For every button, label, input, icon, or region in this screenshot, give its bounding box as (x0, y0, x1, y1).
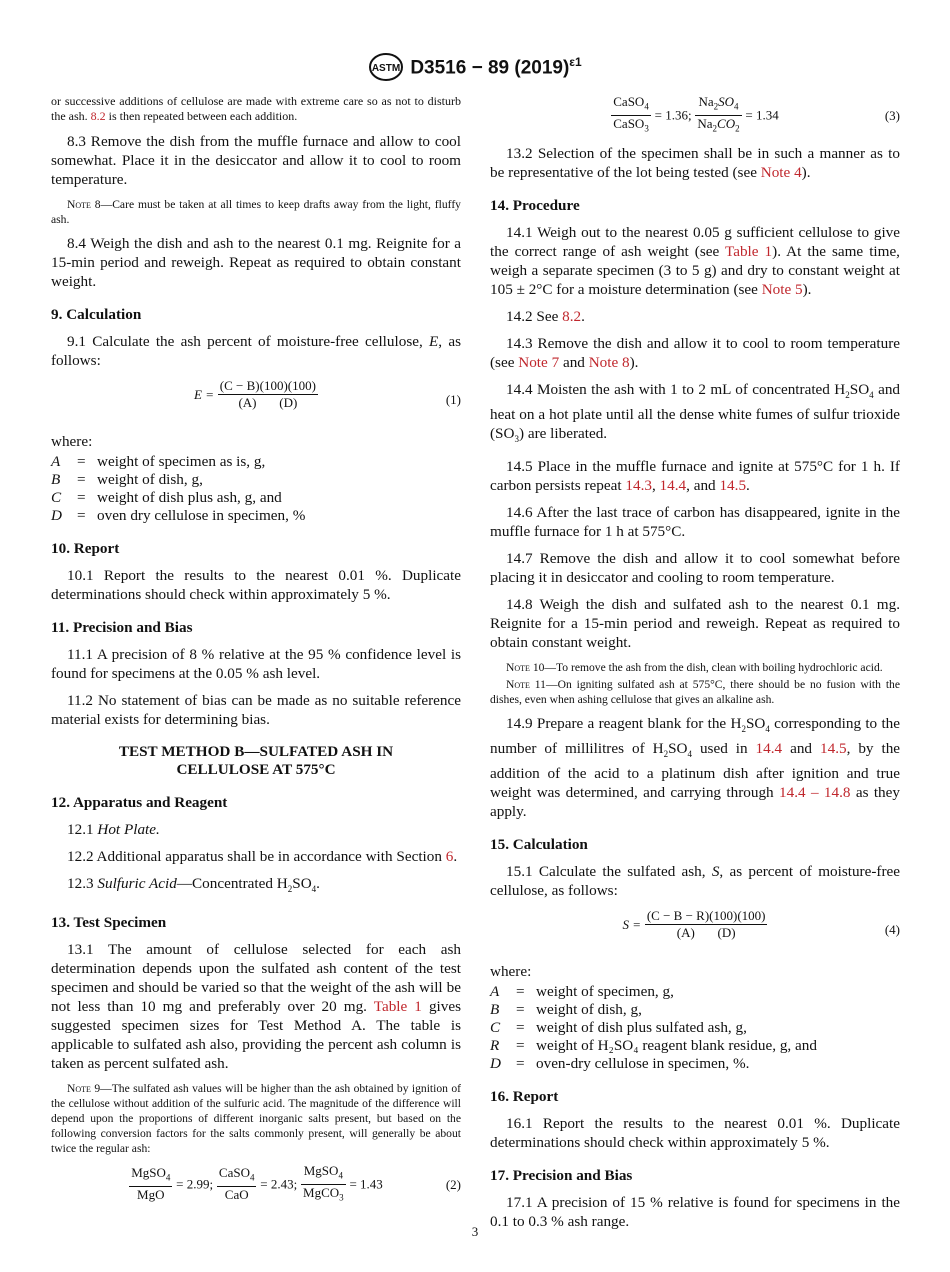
paragraph-14-1: 14.1 Weigh out to the nearest 0.05 g sufficient cellulose to give the correct range of ash weight (see Table 1). At the same time, weigh a separate specimen (3 to 5 g) and dry to constant weight at 105 ± 2°C for a moisture determination (see Note 5). (490, 224, 900, 298)
section-heading: 13. Test Specimen (51, 914, 167, 932)
note-link[interactable]: Note 4 (760, 164, 802, 181)
definition-row: C = weight of dish plus ash, g, and (51, 489, 282, 506)
equation-number: (2) (445, 1177, 461, 1193)
equation-number: (4) (884, 922, 900, 938)
paragraph-14-6: 14.6 After the last trace of carbon has disappeared, ignite in the muffle furnace for 1 h at 575°C. (490, 504, 900, 541)
note-11: Note 11—On igniting sulfated ash at 575°C, there should be no fusion with the dishes, even when ashing cellulose that gives an alkaline ash. (490, 678, 900, 707)
equation-4: S = $\frac{(C - B - R)(100)(100)}{(A) (D)}$ (4) (622, 908, 900, 941)
section-link[interactable]: 6 (445, 848, 454, 865)
paragraph-13-1: 13.1 The amount of cellulose selected for each ash determination depends upon the sulfated ash content of the test specimen and should be varied so that the weight of the ash will be not less than 10 mg and preferably over 20 mg. Table 1 gives suggested specimen sizes for Test Method A. The table is applicable to sulfated ash also, providing the percent ash column is taken as percent sulfated ash. (51, 941, 462, 1073)
section-heading: 15. Calculation (490, 836, 588, 854)
section-heading: 16. Report (490, 1088, 559, 1106)
paragraph-14-9: 14.9 Prepare a reagent blank for the $H_2SO_4$ corresponding to the number of millilitres of $H_2SO_4$ used in 14.4 and 14.5, by the addition of the acid to a platinum dish after ignition and true weight was determined, and carrying through 14.4 – 14.8 as they apply. (490, 715, 901, 821)
svg-text:ASTM: ASTM (372, 63, 401, 74)
section-link[interactable]: 8.2 (562, 308, 582, 325)
section-link[interactable]: 14.5 (719, 477, 747, 495)
paragraph-17-1: 17.1 A precision of 15 % relative is found for specimens in the 0.1 to 0.3 % ash range. (490, 1194, 900, 1231)
left-column (51, 94, 461, 1213)
section-link[interactable]: 14.4 (659, 477, 687, 495)
standard-designation: D3516 − 89 $(2019)^{\varepsilon 1}$ (410, 54, 582, 79)
note-8: Note 8—Care must be taken at all times to keep drafts away from the light, fluffy ash. (51, 198, 461, 226)
paragraph-14-7: 14.7 Remove the dish and allow it to cool somewhat before placing it in desiccator and cooling to room temperature. (490, 550, 900, 587)
paragraph-12-1: 12.1 Hot Plate. (67, 821, 160, 838)
paragraph-12-2: 12.2 Additional apparatus shall be in accordance with Section 6. (67, 848, 458, 865)
page-header (0, 52, 950, 87)
paragraph-15-1: 15.1 Calculate the sulfated ash, S, as percent of moisture-free cellulose, as follows: (490, 863, 900, 900)
note-9: Note 9—The sulfated ash values will be higher than the ash obtained by ignition of the cellulose without addition of the sulfuric acid. The magnitude of the difference will depend upon the proportions of different inorganic salts present, but based on the following conversion factors for the salts commonly present, will generally be about twice the regular ash: (51, 1082, 462, 1156)
paragraph-14-4: 14.4 Moisten the ash with 1 to 2 mL of concentrated $H_2SO_4$ and heat on a hot plate until all the dense white fumes of sulfur trioxide $(SO_3)$ are liberated. (490, 381, 901, 445)
equation-number: (1) (445, 392, 461, 407)
paragraph-14-3: 14.3 Remove the dish and allow it to cool to room temperature (see Note 7 and Note 8). (490, 335, 900, 371)
definition-row: R = weight of H₂SO₄ reagent blank residue, g, and (490, 1037, 817, 1055)
equation-1: E = $\frac{(C - B)(100)(100)}{(A) (D)}$ (1) (194, 378, 461, 410)
paragraph-12-3: 12.3 Sulfuric Acid—Concentrated $H_2SO_4$. (67, 875, 320, 895)
paragraph-14-8: 14.8 Weigh the dish and sulfated ash to the nearest 0.1 mg. Reignite for a 15-min period and reweigh. Repeat as required to obtain constant weight. (490, 596, 900, 652)
paragraph-14-2: 14.2 See 8.2. (506, 308, 585, 325)
definition-row: D = oven dry cellulose in specimen, % (51, 507, 306, 524)
equation-number: (3) (884, 108, 900, 123)
definition-row: A = weight of specimen, g, (490, 983, 674, 1001)
section-heading: 9. Calculation (51, 306, 142, 323)
method-b-title: TEST METHOD B—SULFATED ASH IN CELLULOSE AT 575°C (118, 743, 394, 778)
table-link[interactable]: Table 1 (373, 998, 422, 1016)
section-heading: 14. Procedure (490, 197, 580, 214)
paragraph-11-1: 11.1 A precision of 8 % relative at the 95 % confidence level is found for specimens at the 0.05 % ash level. (51, 646, 461, 682)
equation-2: $\frac{MgSO_4}{\text{MgO}}$ = 2.99; $\frac{CaSO_4}{\text{CaO}}$ = 2.43; $\frac{MgSO_4}{MgCO_3}$ = 1.43 (2) (131, 1163, 461, 1203)
note-10: Note 10—To remove the ash from the dish, clean with boiling hydrochloric acid. (506, 661, 883, 675)
paragraph-8-4: 8.4 Weigh the dish and ash to the nearest 0.1 mg. Reignite for a 15-min period and reweigh. Repeat as required to obtain constant weight. (51, 235, 461, 290)
right-column (490, 94, 900, 1239)
paragraph-9-1: 9.1 Calculate the ash percent of moisture-free cellulose, E, as follows: (51, 333, 461, 369)
equation-3: $\frac{CaSO_4}{CaSO_3}$ = 1.36; $\frac{Na_2SO_4}{Na_2CO_2}$ = 1.34 (3) (613, 94, 900, 134)
definition-row: B = weight of dish, g, (51, 471, 203, 488)
definition-row: A = weight of specimen as is, g, (51, 453, 266, 470)
paragraph-10-1: 10.1 Report the results to the nearest 0.01 %. Duplicate determinations should check within approximately 5 %. (51, 567, 461, 603)
note-link[interactable]: Note 5 (761, 281, 803, 298)
section-link[interactable]: 14.4 – 14.8 (779, 784, 851, 802)
paragraph-16-1: 16.1 Report the results to the nearest 0.01 %. Duplicate determinations should check within approximately 5 %. (490, 1115, 900, 1152)
section-heading: 11. Precision and Bias (51, 619, 193, 636)
definition-row: B = weight of dish, g, (490, 1001, 642, 1019)
section-link[interactable]: 14.5 (820, 740, 847, 758)
section-heading: 10. Report (51, 540, 120, 557)
paragraph-14-5: 14.5 Place in the muffle furnace and ignite at 575°C for 1 h. If carbon persists repeat 14.3, 14.4, and 14.5. (490, 458, 900, 495)
variable-definitions (490, 983, 900, 1073)
section-link[interactable]: 8.2 (90, 109, 106, 123)
section-link[interactable]: 14.4 (755, 740, 783, 758)
variable-definitions (51, 453, 461, 525)
astm-logo-icon (368, 52, 404, 82)
table-link[interactable]: Table 1 (725, 243, 773, 260)
paragraph-11-2: 11.2 No statement of bias can be made as no suitable reference material exists for determining bias. (51, 692, 461, 728)
paragraph: or successive additions of cellulose are made with extreme care so as not to disturb the ash. 8.2 is then repeated between each addition. (51, 94, 461, 123)
definition-row: C = weight of dish plus sulfated ash, g, (490, 1019, 747, 1037)
paragraph-8-3: 8.3 Remove the dish from the muffle furnace and allow to cool somewhat. Place it in the desiccator and allow it to cool to room temperature. (51, 133, 461, 188)
note-link[interactable]: Note 7 (518, 354, 560, 371)
section-heading: 17. Precision and Bias (490, 1167, 633, 1185)
paragraph-13-2: 13.2 Selection of the specimen shall be in such a manner as to be representative of the lot being tested (see Note 4). (490, 145, 900, 181)
definition-row: D = oven-dry cellulose in specimen, %. (490, 1055, 750, 1073)
note-link[interactable]: Note 8 (588, 354, 630, 371)
page-number: 3 (471, 1224, 479, 1239)
section-link[interactable]: 14.3 (625, 477, 652, 495)
where-label: where: (51, 433, 93, 450)
section-heading: 12. Apparatus and Reagent (51, 794, 228, 811)
where-label: where: (490, 963, 532, 981)
